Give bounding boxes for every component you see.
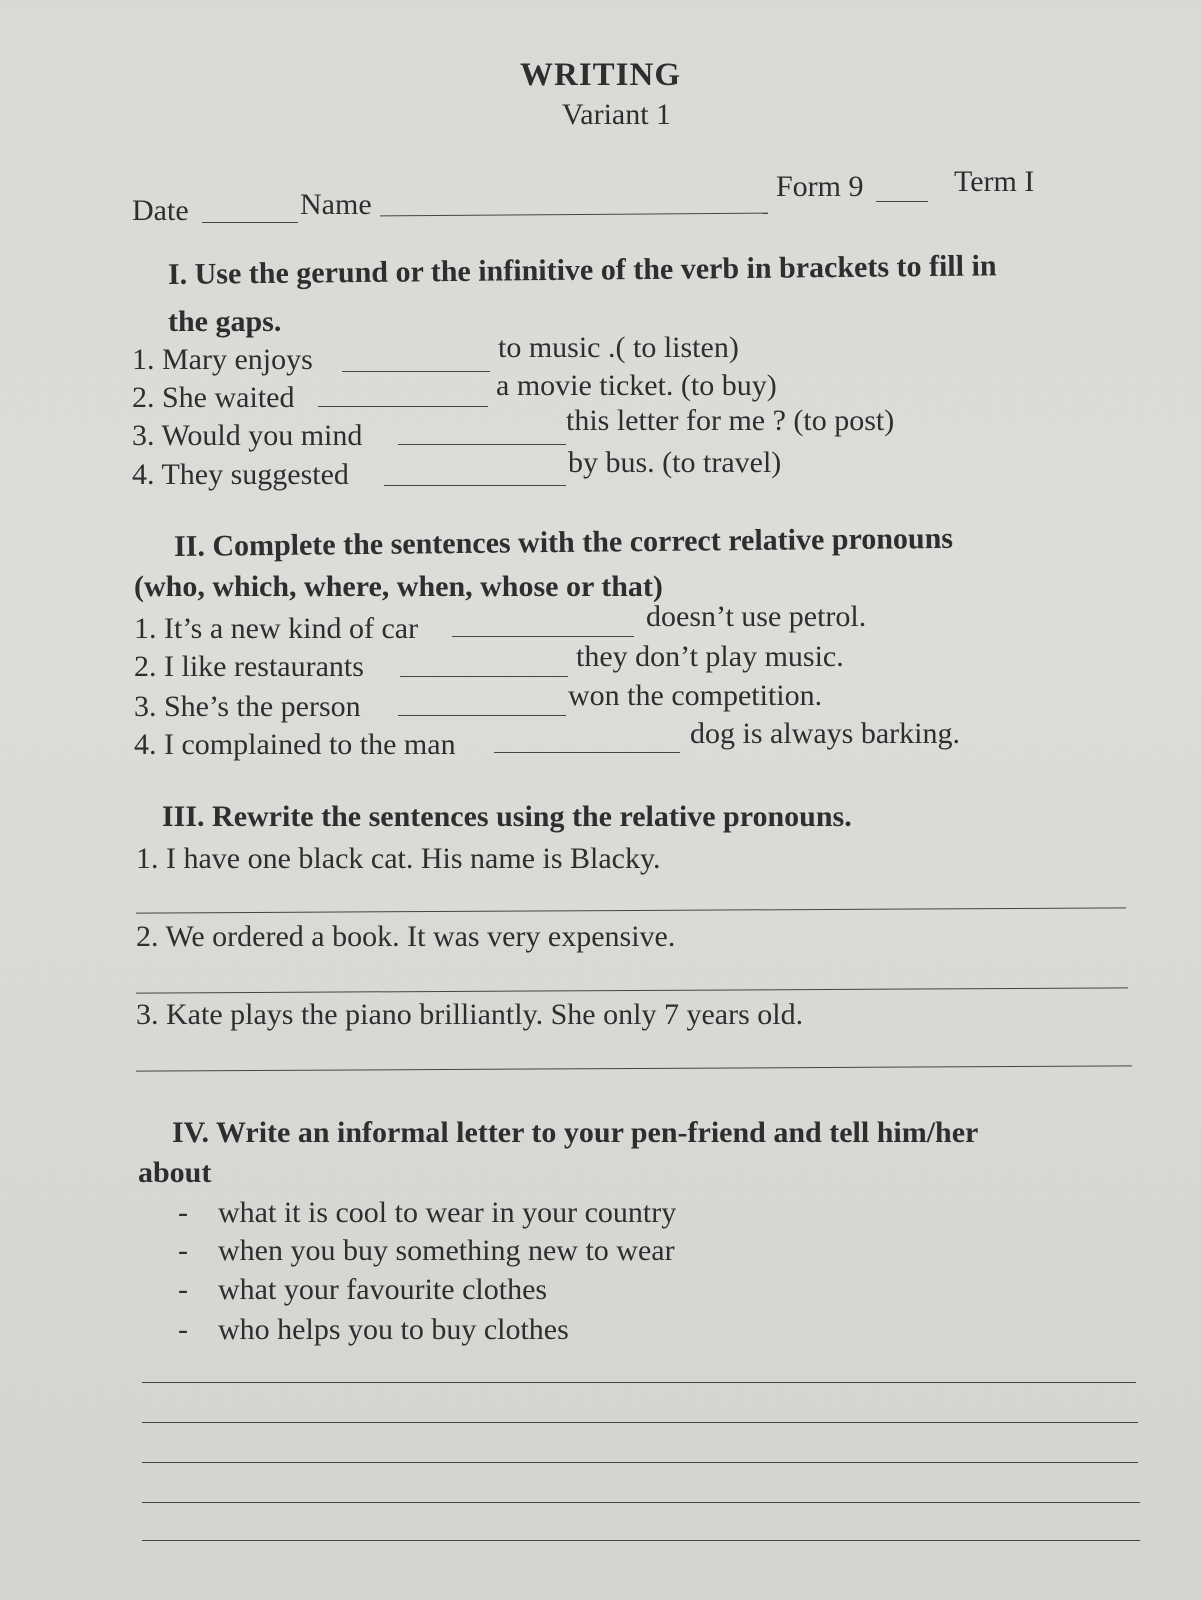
s2-item-1-tail: doesn’t use petrol. <box>646 600 867 633</box>
section-1-heading: I. Use the gerund or the infinitive of the verb in brackets to fill in <box>167 249 997 291</box>
letter-line-5[interactable] <box>142 1540 1140 1541</box>
section-3-heading: III. Rewrite the sentences using the relative pronouns. <box>162 800 852 833</box>
s1-item-1-text: 1. Mary enjoys <box>132 343 313 376</box>
date-field[interactable] <box>202 222 298 223</box>
s2-item-4-text: 4. I complained to the man <box>134 728 456 761</box>
s3-item-3-answer-line[interactable] <box>136 1065 1132 1071</box>
name-label: Name <box>300 188 372 221</box>
section-1-heading-cont: the gaps. <box>168 305 282 338</box>
s4-bullet-1: - what it is cool to wear in your country <box>178 1196 677 1229</box>
s3-item-1-text: 1. I have one black cat. His name is Blacky. <box>136 842 661 875</box>
name-field[interactable] <box>380 213 768 217</box>
s4-bullet-4-text: who helps you to buy clothes <box>218 1313 569 1346</box>
term-label: Term I <box>954 165 1035 198</box>
s4-bullet-3-text: what your favourite clothes <box>218 1273 548 1306</box>
letter-line-3[interactable] <box>142 1462 1138 1463</box>
s3-item-3-text: 3. Kate plays the piano brilliantly. She only 7 years old. <box>136 998 804 1031</box>
s2-item-3-gap[interactable] <box>398 715 566 716</box>
s4-bullet-4: - who helps you to buy clothes <box>178 1313 569 1346</box>
s1-item-2-text: 2. She waited <box>132 381 295 414</box>
s1-item-4-tail: by bus. (to travel) <box>568 446 782 479</box>
section-2-heading: II. Complete the sentences with the correct relative pronouns <box>173 521 954 563</box>
s2-item-3-tail: won the competition. <box>568 679 823 712</box>
section-4-heading: IV. Write an informal letter to your pen-friend and tell him/her <box>172 1116 979 1149</box>
s3-item-2-text: 2. We ordered a book. It was very expensive. <box>136 920 676 953</box>
s1-item-3-gap[interactable] <box>398 444 566 445</box>
s2-item-4-gap[interactable] <box>494 752 680 753</box>
s1-item-1-gap[interactable] <box>342 371 490 372</box>
form-field[interactable] <box>876 201 928 202</box>
s1-item-3-tail: this letter for me ? (to post) <box>566 404 895 437</box>
s1-item-4-text: 4. They suggested <box>132 458 349 491</box>
section-4-heading-cont: about <box>138 1156 212 1189</box>
s1-item-4-gap[interactable] <box>384 485 566 486</box>
s4-bullet-2-text: when you buy something new to wear <box>218 1234 675 1267</box>
s2-item-2-gap[interactable] <box>400 676 568 677</box>
s2-item-4-tail: dog is always barking. <box>690 717 960 750</box>
s2-item-1-text: 1. It’s a new kind of car <box>134 612 419 645</box>
variant-label: Variant 1 <box>561 98 672 131</box>
s4-bullet-1-text: what it is cool to wear in your country <box>218 1196 677 1229</box>
s1-item-3-text: 3. Would you mind <box>132 419 363 452</box>
letter-line-1[interactable] <box>142 1382 1136 1383</box>
s2-item-2-text: 2. I like restaurants <box>134 650 364 683</box>
s2-item-1-gap[interactable] <box>452 636 634 637</box>
letter-line-4[interactable] <box>142 1502 1140 1503</box>
date-label: Date <box>132 194 189 227</box>
s2-item-2-tail: they don’t play music. <box>576 640 844 673</box>
s1-item-1-tail: to music .( to listen) <box>498 331 739 364</box>
s2-item-3-text: 3. She’s the person <box>134 690 361 723</box>
section-2-heading-cont: (who, which, where, when, whose or that) <box>134 570 663 603</box>
s4-bullet-3: - what your favourite clothes <box>178 1273 548 1306</box>
s1-item-2-tail: a movie ticket. (to buy) <box>496 369 777 402</box>
form-label: Form 9 <box>776 170 864 203</box>
page-title: WRITING <box>519 57 682 93</box>
s3-item-1-answer-line[interactable] <box>136 907 1126 913</box>
letter-line-2[interactable] <box>142 1422 1138 1423</box>
s1-item-2-gap[interactable] <box>318 406 488 407</box>
s4-bullet-2: - when you buy something new to wear <box>178 1234 675 1267</box>
s3-item-2-answer-line[interactable] <box>136 987 1128 993</box>
